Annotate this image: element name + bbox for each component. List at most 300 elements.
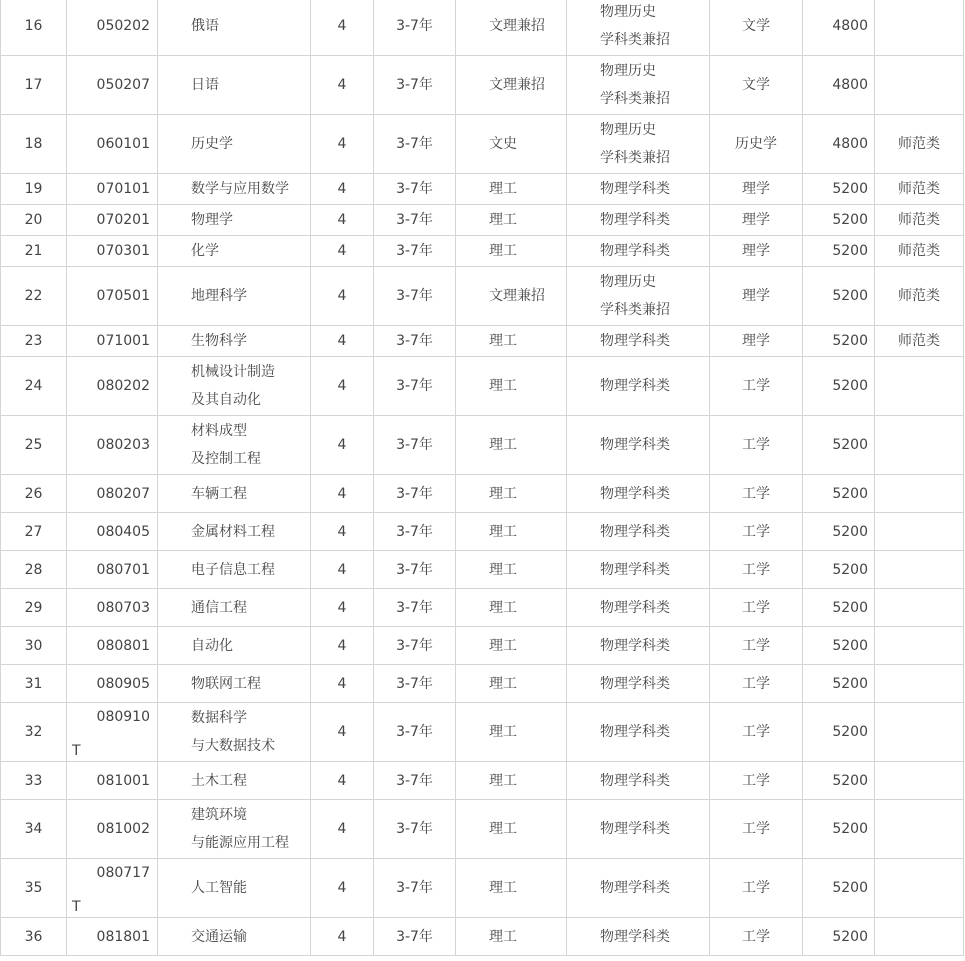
subject-type-cell	[456, 703, 567, 762]
major-code-cell	[67, 236, 158, 267]
row-index: 17	[24, 77, 43, 93]
major-name-line: 地理科学	[191, 288, 247, 304]
major-name-line: 物理学	[191, 212, 233, 228]
subject-requirement-cell	[567, 800, 710, 859]
subject-requirement-cell	[567, 918, 710, 956]
flex-duration-cell	[374, 551, 456, 589]
tuition-fee-cell	[803, 326, 875, 357]
major-code-cell	[67, 267, 158, 326]
major-name-cell	[158, 800, 311, 859]
row-index-cell	[1, 0, 67, 56]
tuition-fee: 4800	[832, 136, 868, 152]
flex-duration-cell	[374, 513, 456, 551]
row-index: 33	[24, 772, 43, 789]
tuition-fee: 5200	[832, 724, 868, 740]
major-name-line: 物联网工程	[191, 675, 261, 692]
study-years: 4	[337, 599, 347, 616]
subject-requirement-line: 物理学科类	[600, 181, 670, 197]
note-cell	[875, 326, 964, 357]
row-index-cell	[1, 703, 67, 762]
study-years-cell	[311, 236, 374, 267]
major-name-line: 人工智能	[191, 880, 247, 896]
table-row	[1, 551, 964, 589]
major-name-cell	[158, 513, 311, 551]
degree-type: 工学	[742, 928, 770, 945]
study-years-cell	[311, 326, 374, 357]
major-code-cell	[67, 475, 158, 513]
subject-requirement-line: 物理学科类	[600, 333, 670, 349]
subject-type: 理工	[489, 243, 517, 259]
major-code: 070201	[96, 212, 150, 228]
major-code: 060101	[96, 136, 150, 152]
note: 师范类	[898, 243, 940, 259]
degree-type-cell	[710, 205, 803, 236]
subject-requirement-cell	[567, 115, 710, 174]
subject-requirement-cell	[567, 357, 710, 416]
row-index: 19	[24, 181, 43, 197]
tuition-fee: 5200	[832, 637, 868, 654]
subject-type-cell	[456, 627, 567, 665]
flex-duration-cell	[374, 762, 456, 800]
subject-type: 理工	[489, 181, 517, 197]
major-code-cell	[67, 205, 158, 236]
degree-type-cell	[710, 0, 803, 56]
subject-requirement-cell	[567, 627, 710, 665]
row-index-cell	[1, 357, 67, 416]
flex-duration: 3-7年	[396, 523, 433, 540]
major-name-cell	[158, 589, 311, 627]
study-years: 4	[337, 821, 347, 837]
major-code: 080405	[96, 523, 150, 540]
row-index: 16	[24, 18, 43, 34]
major-name-cell	[158, 627, 311, 665]
table-row	[1, 918, 964, 956]
tuition-fee-cell	[803, 665, 875, 703]
row-index: 34	[24, 821, 43, 837]
subject-requirement-line: 物理学科类	[600, 724, 670, 740]
tuition-fee-cell	[803, 115, 875, 174]
tuition-fee-cell	[803, 56, 875, 115]
subject-requirement-line: 物理学科类	[600, 599, 670, 616]
subject-type-cell	[456, 859, 567, 918]
flex-duration: 3-7年	[396, 772, 433, 789]
major-name-line: 日语	[191, 77, 219, 93]
major-name-cell	[158, 416, 311, 475]
subject-type-cell	[456, 115, 567, 174]
tuition-fee: 5200	[832, 485, 868, 502]
study-years-cell	[311, 115, 374, 174]
study-years-cell	[311, 174, 374, 205]
degree-type-cell	[710, 665, 803, 703]
major-code-cell	[67, 513, 158, 551]
major-code: 080801	[96, 637, 150, 654]
subject-type: 文理兼招	[489, 77, 545, 93]
tuition-fee: 5200	[832, 437, 868, 453]
subject-requirement-line: 物理学科类	[600, 675, 670, 692]
study-years-cell	[311, 513, 374, 551]
flex-duration-cell	[374, 665, 456, 703]
degree-type: 理学	[742, 181, 770, 197]
study-years-cell	[311, 551, 374, 589]
study-years-cell	[311, 0, 374, 56]
major-name-cell	[158, 665, 311, 703]
degree-type-cell	[710, 918, 803, 956]
study-years: 4	[337, 523, 347, 540]
degree-type: 文学	[742, 18, 770, 34]
subject-requirement-line: 物理学科类	[600, 561, 670, 578]
row-index: 26	[24, 485, 43, 502]
degree-type-cell	[710, 174, 803, 205]
study-years-cell	[311, 357, 374, 416]
row-index-cell	[1, 589, 67, 627]
subject-requirement-cell	[567, 236, 710, 267]
subject-type: 理工	[489, 378, 517, 394]
flex-duration-cell	[374, 918, 456, 956]
study-years: 4	[337, 77, 347, 93]
tuition-fee: 5200	[832, 599, 868, 616]
study-years-cell	[311, 416, 374, 475]
subject-requirement-cell	[567, 551, 710, 589]
degree-type: 工学	[742, 561, 770, 578]
major-name-line: 自动化	[191, 637, 233, 654]
tuition-fee-cell	[803, 551, 875, 589]
subject-type: 理工	[489, 821, 517, 837]
major-code: 070501	[96, 288, 150, 304]
study-years-cell	[311, 918, 374, 956]
subject-requirement-line: 物理学科类	[600, 637, 670, 654]
major-name-cell	[158, 918, 311, 956]
study-years: 4	[337, 928, 347, 945]
note-cell	[875, 627, 964, 665]
subject-requirement-line: 物理历史	[600, 122, 656, 138]
table-row	[1, 56, 964, 115]
subject-type: 理工	[489, 724, 517, 740]
table-row	[1, 475, 964, 513]
flex-duration: 3-7年	[396, 599, 433, 616]
major-name-cell	[158, 703, 311, 762]
table-body	[1, 0, 964, 956]
tuition-fee: 5200	[832, 333, 868, 349]
study-years: 4	[337, 485, 347, 502]
flex-duration-cell	[374, 174, 456, 205]
subject-type-cell	[456, 236, 567, 267]
subject-requirement-cell	[567, 174, 710, 205]
tuition-fee-cell	[803, 174, 875, 205]
tuition-fee-cell	[803, 859, 875, 918]
note-cell	[875, 267, 964, 326]
study-years-cell	[311, 267, 374, 326]
major-code-cell	[67, 703, 158, 762]
row-index: 27	[24, 523, 43, 540]
major-code: 070301	[96, 243, 150, 259]
major-name-line: 土木工程	[191, 772, 247, 789]
subject-requirement-cell	[567, 0, 710, 56]
study-years: 4	[337, 136, 347, 152]
tuition-fee: 5200	[832, 928, 868, 945]
flex-duration-cell	[374, 205, 456, 236]
flex-duration: 3-7年	[396, 821, 433, 837]
flex-duration-cell	[374, 236, 456, 267]
major-name-line: 交通运输	[191, 928, 247, 945]
major-name-line: 通信工程	[191, 599, 247, 616]
degree-type: 工学	[742, 724, 770, 740]
major-code-cell	[67, 326, 158, 357]
degree-type-cell	[710, 56, 803, 115]
degree-type-cell	[710, 357, 803, 416]
tuition-fee-cell	[803, 703, 875, 762]
subject-requirement-cell	[567, 665, 710, 703]
subject-requirement-cell	[567, 703, 710, 762]
degree-type: 工学	[742, 880, 770, 896]
study-years-cell	[311, 762, 374, 800]
flex-duration-cell	[374, 115, 456, 174]
flex-duration: 3-7年	[396, 880, 433, 896]
note-cell	[875, 762, 964, 800]
subject-type-cell	[456, 762, 567, 800]
major-code: 080910	[96, 709, 150, 725]
table-row	[1, 762, 964, 800]
flex-duration: 3-7年	[396, 243, 433, 259]
major-code-cell	[67, 357, 158, 416]
subject-type-cell	[456, 665, 567, 703]
subject-requirement-line: 学科类兼招	[600, 91, 670, 107]
tuition-fee: 5200	[832, 378, 868, 394]
row-index-cell	[1, 859, 67, 918]
study-years-cell	[311, 627, 374, 665]
major-code-cell	[67, 665, 158, 703]
degree-type: 历史学	[735, 136, 777, 152]
major-name-line: 电子信息工程	[191, 561, 275, 578]
table-row	[1, 174, 964, 205]
row-index: 18	[24, 136, 43, 152]
degree-type-cell	[710, 416, 803, 475]
study-years: 4	[337, 181, 347, 197]
flex-duration-cell	[374, 800, 456, 859]
subject-requirement-cell	[567, 326, 710, 357]
row-index: 28	[24, 561, 43, 578]
subject-requirement-line: 物理学科类	[600, 523, 670, 540]
row-index-cell	[1, 762, 67, 800]
flex-duration-cell	[374, 703, 456, 762]
tuition-fee-cell	[803, 475, 875, 513]
degree-type-cell	[710, 267, 803, 326]
degree-type: 工学	[742, 378, 770, 394]
subject-requirement-line: 物理学科类	[600, 378, 670, 394]
subject-requirement-cell	[567, 416, 710, 475]
tuition-fee-cell	[803, 513, 875, 551]
row-index-cell	[1, 326, 67, 357]
tuition-fee: 5200	[832, 561, 868, 578]
subject-type: 理工	[489, 772, 517, 789]
degree-type-cell	[710, 115, 803, 174]
tuition-fee: 4800	[832, 18, 868, 34]
row-index: 29	[24, 599, 43, 616]
subject-requirement-line: 物理学科类	[600, 772, 670, 789]
tuition-fee: 5200	[832, 772, 868, 789]
tuition-fee: 5200	[832, 181, 868, 197]
row-index: 32	[24, 724, 43, 740]
note-cell	[875, 589, 964, 627]
table-row	[1, 416, 964, 475]
subject-requirement-line: 学科类兼招	[600, 302, 670, 318]
major-name-cell	[158, 859, 311, 918]
flex-duration-cell	[374, 627, 456, 665]
subject-requirement-cell	[567, 475, 710, 513]
major-name-cell	[158, 174, 311, 205]
note-cell	[875, 475, 964, 513]
major-name-line: 建筑环境	[191, 807, 247, 823]
subject-requirement-cell	[567, 859, 710, 918]
tuition-fee-cell	[803, 589, 875, 627]
major-code-cell	[67, 918, 158, 956]
note-cell	[875, 513, 964, 551]
subject-type: 文理兼招	[489, 18, 545, 34]
study-years: 4	[337, 724, 347, 740]
flex-duration: 3-7年	[396, 485, 433, 502]
study-years: 4	[337, 378, 347, 394]
note: 师范类	[898, 136, 940, 152]
degree-type: 工学	[742, 637, 770, 654]
note-cell	[875, 703, 964, 762]
tuition-fee: 5200	[832, 288, 868, 304]
tuition-fee-cell	[803, 236, 875, 267]
subject-type-cell	[456, 551, 567, 589]
major-name-line: 及控制工程	[191, 451, 261, 467]
subject-requirement-cell	[567, 267, 710, 326]
note: 师范类	[898, 212, 940, 228]
table-row	[1, 115, 964, 174]
major-code-cell	[67, 115, 158, 174]
row-index-cell	[1, 800, 67, 859]
subject-type-cell	[456, 918, 567, 956]
flex-duration: 3-7年	[396, 333, 433, 349]
subject-type: 理工	[489, 561, 517, 578]
degree-type-cell	[710, 703, 803, 762]
major-name-line: 数学与应用数学	[191, 181, 289, 197]
table-row	[1, 800, 964, 859]
row-index: 30	[24, 637, 43, 654]
tuition-fee: 5200	[832, 243, 868, 259]
flex-duration-cell	[374, 267, 456, 326]
degree-type-cell	[710, 589, 803, 627]
degree-type-cell	[710, 859, 803, 918]
study-years: 4	[337, 637, 347, 654]
row-index-cell	[1, 174, 67, 205]
major-name-cell	[158, 236, 311, 267]
table-row	[1, 513, 964, 551]
flex-duration: 3-7年	[396, 561, 433, 578]
tuition-fee-cell	[803, 627, 875, 665]
major-name-cell	[158, 326, 311, 357]
major-code: 070101	[96, 181, 150, 197]
row-index-cell	[1, 627, 67, 665]
degree-type: 理学	[742, 243, 770, 259]
subject-type-cell	[456, 205, 567, 236]
subject-requirement-cell	[567, 513, 710, 551]
table-row	[1, 236, 964, 267]
row-index-cell	[1, 665, 67, 703]
table-row	[1, 627, 964, 665]
tuition-fee: 5200	[832, 880, 868, 896]
table-row	[1, 357, 964, 416]
degree-type-cell	[710, 762, 803, 800]
major-code-cell	[67, 551, 158, 589]
degree-type: 理学	[742, 212, 770, 228]
subject-type-cell	[456, 267, 567, 326]
note-cell	[875, 800, 964, 859]
subject-type: 理工	[489, 599, 517, 616]
subject-type: 理工	[489, 437, 517, 453]
subject-requirement-line: 物理学科类	[600, 485, 670, 502]
subject-type: 理工	[489, 523, 517, 540]
degree-type: 理学	[742, 333, 770, 349]
subject-requirement-cell	[567, 762, 710, 800]
study-years-cell	[311, 800, 374, 859]
study-years-cell	[311, 589, 374, 627]
degree-type: 工学	[742, 675, 770, 692]
row-index-cell	[1, 56, 67, 115]
row-index: 23	[24, 333, 43, 349]
table-row	[1, 589, 964, 627]
major-code: 080905	[96, 675, 150, 692]
major-code-cell	[67, 859, 158, 918]
flex-duration-cell	[374, 357, 456, 416]
subject-type: 理工	[489, 880, 517, 896]
degree-type-cell	[710, 326, 803, 357]
major-name-line: 与大数据技术	[191, 738, 275, 754]
major-code: 081002	[96, 821, 150, 837]
subject-requirement-line: 物理学科类	[600, 880, 670, 896]
major-name-cell	[158, 551, 311, 589]
tuition-fee-cell	[803, 0, 875, 56]
table-row	[1, 665, 964, 703]
tuition-fee: 5200	[832, 212, 868, 228]
flex-duration: 3-7年	[396, 181, 433, 197]
study-years: 4	[337, 772, 347, 789]
major-name-line: 数据科学	[191, 710, 247, 726]
degree-type: 理学	[742, 288, 770, 304]
tuition-fee-cell	[803, 357, 875, 416]
major-code-cell	[67, 0, 158, 56]
note-cell	[875, 357, 964, 416]
subject-type-cell	[456, 513, 567, 551]
subject-type-cell	[456, 56, 567, 115]
subject-requirement-line: 物理学科类	[600, 243, 670, 259]
subject-type: 理工	[489, 485, 517, 502]
row-index-cell	[1, 475, 67, 513]
subject-requirement-line: 物理学科类	[600, 212, 670, 228]
major-code: 080207	[96, 485, 150, 502]
subject-type-cell	[456, 357, 567, 416]
flex-duration-cell	[374, 859, 456, 918]
tuition-fee-cell	[803, 762, 875, 800]
study-years: 4	[337, 880, 347, 896]
study-years-cell	[311, 56, 374, 115]
study-years-cell	[311, 859, 374, 918]
study-years: 4	[337, 18, 347, 34]
row-index-cell	[1, 205, 67, 236]
subject-type-cell	[456, 475, 567, 513]
subject-type-cell	[456, 0, 567, 56]
major-name-cell	[158, 357, 311, 416]
major-name-cell	[158, 56, 311, 115]
note-cell	[875, 205, 964, 236]
major-code-cell	[67, 56, 158, 115]
degree-type-cell	[710, 236, 803, 267]
major-code: 081001	[96, 772, 150, 789]
flex-duration: 3-7年	[396, 77, 433, 93]
flex-duration: 3-7年	[396, 378, 433, 394]
